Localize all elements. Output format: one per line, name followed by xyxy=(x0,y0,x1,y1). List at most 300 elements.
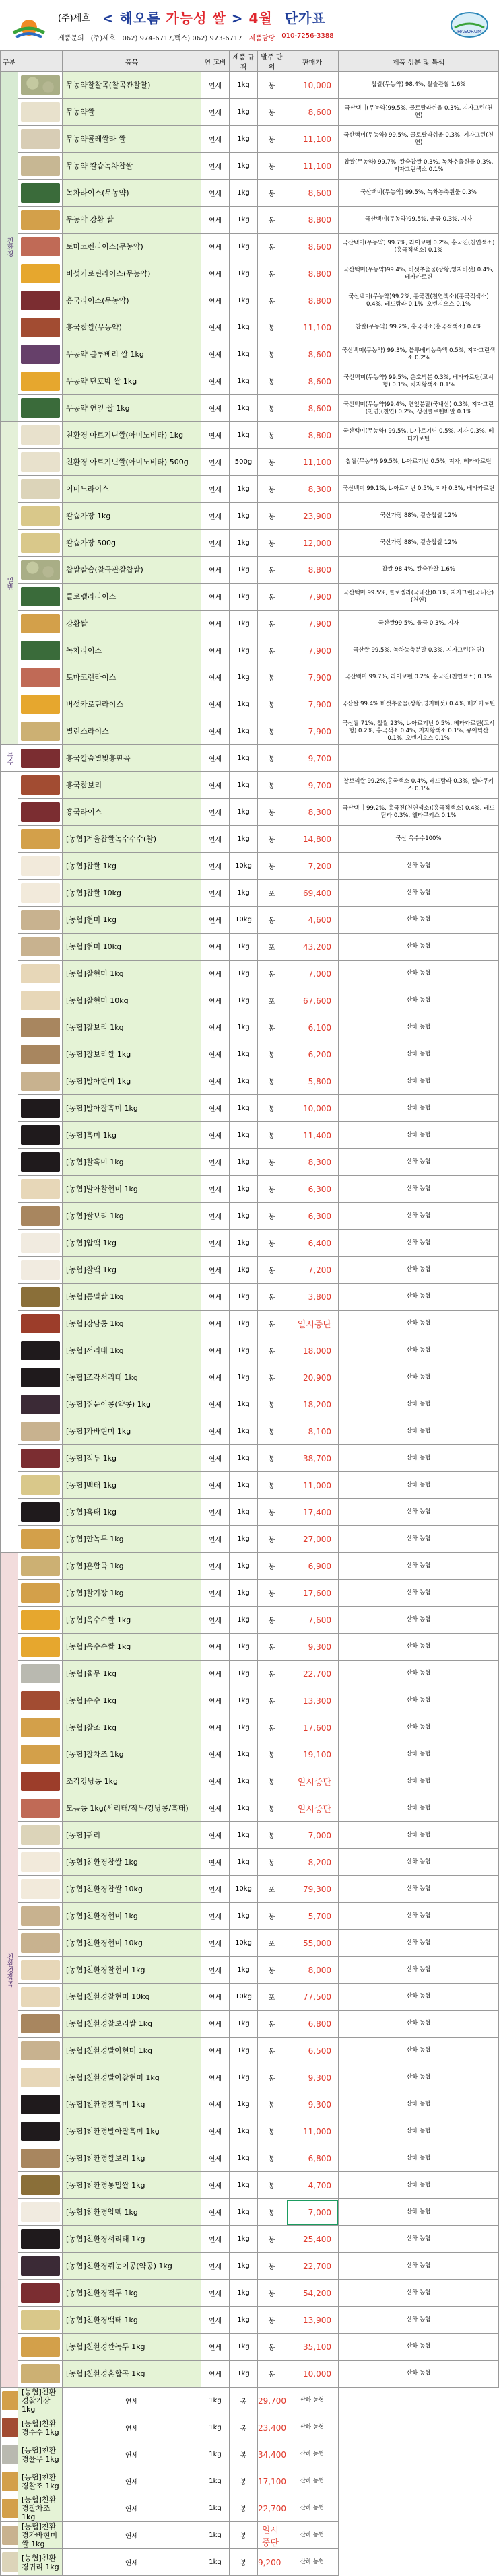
grain-photo xyxy=(21,264,60,283)
table-row xyxy=(1,611,499,637)
item-size: 1kg xyxy=(230,395,258,422)
grain-photo xyxy=(21,2256,60,2276)
table-row xyxy=(1,1149,499,1176)
item-name: [농협]친환경찹쌀 10kg xyxy=(63,1876,201,1903)
item-unit: 봉 xyxy=(258,1499,286,1526)
item-grade: 연세 xyxy=(201,1068,230,1095)
table-row xyxy=(1,772,499,799)
table-row xyxy=(1,799,499,826)
table-row xyxy=(1,1984,499,2011)
grain-photo xyxy=(21,1960,60,1980)
item-unit: 봉 xyxy=(258,2361,286,2388)
product-image xyxy=(18,2361,63,2388)
item-name: [농협]친환경통밀쌀 1kg xyxy=(63,2172,201,2199)
item-unit: 봉 xyxy=(258,1849,286,1876)
grain-photo xyxy=(21,1475,60,1495)
product-image xyxy=(18,287,63,314)
product-image xyxy=(18,1284,63,1311)
item-grade: 연세 xyxy=(63,2549,201,2576)
grain-photo xyxy=(21,2014,60,2033)
grain-photo xyxy=(21,1422,60,1441)
grain-photo xyxy=(21,1449,60,1468)
item-size: 1kg xyxy=(230,584,258,611)
item-unit: 봉 xyxy=(258,1687,286,1714)
item-unit: 봉 xyxy=(258,1714,286,1741)
item-size: 1kg xyxy=(230,1418,258,1445)
item-name: 클로렐라라이스 xyxy=(63,584,201,611)
item-unit: 봉 xyxy=(258,2226,286,2253)
item-name: [농협]옥수수쌀 1kg xyxy=(63,1607,201,1634)
item-price: 54,200 xyxy=(286,2280,339,2307)
item-unit: 포 xyxy=(258,934,286,961)
grain-photo xyxy=(21,829,60,849)
grain-photo xyxy=(21,614,60,633)
item-features: 국산백미(무농약)99.5%, 울금 0.3%, 지자 xyxy=(339,207,499,234)
grain-photo xyxy=(21,1664,60,1683)
item-size: 1kg xyxy=(230,2118,258,2145)
section-label: 특수 xyxy=(1,745,18,772)
item-grade: 연세 xyxy=(201,2199,230,2226)
item-price: 일시중단 xyxy=(286,1795,339,1822)
item-features: 국산백미(무농약)99.4%, 연잎분말(국내산) 0.3%, 지자그린(천연)(천연) 0.2%, 생선클로렌바알 0.1% xyxy=(339,395,499,422)
product-image xyxy=(18,1714,63,1741)
table-row xyxy=(1,530,499,557)
item-size: 10kg xyxy=(230,1876,258,1903)
table-row xyxy=(1,234,499,260)
item-features: 산하 농협 xyxy=(339,1230,499,1257)
item-size: 1kg xyxy=(230,1014,258,1041)
item-price: 35,100 xyxy=(286,2334,339,2361)
item-price: 20,900 xyxy=(286,1364,339,1391)
item-features: 산하 농협 xyxy=(339,1795,499,1822)
item-features: 산하 농협 xyxy=(339,853,499,880)
item-features: 국산백미(무농약) 99.5%, 콜로탈라쉬올 0.3%, 지자그린(천연) xyxy=(339,126,499,153)
item-grade: 연세 xyxy=(201,691,230,718)
item-size: 1kg xyxy=(230,368,258,395)
item-grade: 연세 xyxy=(201,1257,230,1284)
item-size: 1kg xyxy=(230,1122,258,1149)
table-row xyxy=(1,907,499,934)
table-row xyxy=(1,987,499,1014)
table-row xyxy=(1,1364,499,1391)
item-price: 10,000 xyxy=(286,72,339,99)
item-size: 1kg xyxy=(230,422,258,449)
item-features: 산하 농협 xyxy=(339,1930,499,1957)
item-price: 5,800 xyxy=(286,1068,339,1095)
item-features: 국산백미 99.5%, 클로렐라(국내산)0.3%, 지자그린(국내산)(천연) xyxy=(339,584,499,611)
item-name: 흥국라이스 xyxy=(63,799,201,826)
item-features: 국산가장 88%, 칼슘찹쌀 12% xyxy=(339,503,499,530)
grain-photo xyxy=(21,1179,60,1199)
item-grade: 연세 xyxy=(201,1337,230,1364)
item-grade: 연세 xyxy=(201,1041,230,1068)
item-name: [농협]쌀보리 1kg xyxy=(63,1203,201,1230)
product-image xyxy=(18,1337,63,1364)
product-image xyxy=(18,1930,63,1957)
table-row xyxy=(1,1822,499,1849)
item-size: 1kg xyxy=(230,1311,258,1337)
item-unit: 봉 xyxy=(230,2522,258,2549)
item-grade: 연세 xyxy=(201,1472,230,1499)
item-size: 1kg xyxy=(230,153,258,180)
grain-photo xyxy=(21,856,60,876)
item-features: 산하 농협 xyxy=(339,2226,499,2253)
item-name: [농협]친환경깐녹두 1kg xyxy=(63,2334,201,2361)
item-features: 찹쌀(무농약) 99.5%, L-아르기닌 0.5%, 지자, 베타카로틴 xyxy=(339,449,499,476)
product-image xyxy=(18,1903,63,1930)
item-features: 산하 농협 xyxy=(339,2172,499,2199)
item-unit: 봉 xyxy=(258,853,286,880)
item-features: 국산백미(무농약)99.2%, 홍국진(천연색소)(홍국적색소) 0.4%, 레드탐라 0.1%, 오렌지오스 0.1% xyxy=(339,287,499,314)
item-price: 6,100 xyxy=(286,1014,339,1041)
item-unit: 봉 xyxy=(258,1472,286,1499)
item-size: 1kg xyxy=(201,2441,230,2468)
product-image xyxy=(18,2145,63,2172)
item-features: 산하 농협 xyxy=(339,2064,499,2091)
item-size: 1kg xyxy=(230,126,258,153)
item-grade: 연세 xyxy=(201,2064,230,2091)
table-row xyxy=(1,664,499,691)
product-image xyxy=(18,180,63,207)
product-image xyxy=(18,2118,63,2145)
item-price: 7,000 xyxy=(286,2199,339,2226)
item-name: [농협]수수 1kg xyxy=(63,1687,201,1714)
table-row xyxy=(1,1634,499,1661)
item-size: 1kg xyxy=(230,2226,258,2253)
table-row xyxy=(1,934,499,961)
item-size: 1kg xyxy=(230,772,258,799)
grain-photo xyxy=(21,1825,60,1845)
item-size: 1kg xyxy=(230,1149,258,1176)
item-unit: 봉 xyxy=(258,2091,286,2118)
item-grade: 연세 xyxy=(201,1014,230,1041)
table-row xyxy=(1,1526,499,1553)
item-name: [농협]친환경찰현미 1kg xyxy=(63,1957,201,1984)
item-unit: 봉 xyxy=(258,1257,286,1284)
item-features: 국산백미(무농약) 99.3%, 블루베리농축액 0.5%, 지자그린색소 0.2% xyxy=(339,341,499,368)
item-name: [농협]조각서리태 1kg xyxy=(63,1364,201,1391)
product-image xyxy=(1,2468,18,2495)
item-price: 9,700 xyxy=(286,745,339,772)
item-unit: 봉 xyxy=(258,99,286,126)
item-grade: 연세 xyxy=(201,530,230,557)
contact-company: (주)세호 xyxy=(90,35,116,42)
item-unit: 봉 xyxy=(258,1122,286,1149)
contact-mobile: 010-7256-3388 xyxy=(281,32,334,40)
item-name: [농협]찰맥 1kg xyxy=(63,1257,201,1284)
grain-photo xyxy=(21,910,60,930)
grain-photo xyxy=(21,964,60,983)
grain-photo xyxy=(21,1637,60,1657)
table-row xyxy=(1,341,499,368)
item-price: 8,600 xyxy=(286,368,339,395)
grain-photo xyxy=(21,1718,60,1737)
item-name: [농협]친환경적두 1kg xyxy=(63,2280,201,2307)
item-price: 10,000 xyxy=(286,2361,339,2388)
grain-photo xyxy=(21,1772,60,1791)
item-size: 1kg xyxy=(230,2011,258,2038)
table-row xyxy=(1,2199,499,2226)
item-name: [농협]발아현미 1kg xyxy=(63,1068,201,1095)
table-row xyxy=(1,422,499,449)
product-image xyxy=(18,153,63,180)
item-size: 1kg xyxy=(230,260,258,287)
item-features: 국산백미(무농약) 99.5%, 운호박분 0.3%, 베타카로틴(고시형) 0.1%, 치자황색소 0.1% xyxy=(339,368,499,395)
product-image xyxy=(18,961,63,987)
item-grade: 연세 xyxy=(63,2522,201,2549)
item-grade: 연세 xyxy=(201,826,230,853)
item-price: 11,100 xyxy=(286,153,339,180)
item-unit: 봉 xyxy=(258,530,286,557)
item-features: 산하 농협 xyxy=(339,1122,499,1149)
item-unit: 봉 xyxy=(258,1526,286,1553)
item-unit: 봉 xyxy=(258,503,286,530)
product-image xyxy=(18,422,63,449)
title-month: 4월 xyxy=(248,10,273,26)
grain-photo xyxy=(21,2337,60,2357)
item-unit: 봉 xyxy=(258,772,286,799)
item-features: 산하 농협 xyxy=(339,907,499,934)
item-price: 13,300 xyxy=(286,1687,339,1714)
item-grade: 연세 xyxy=(201,1607,230,1634)
item-price: 22,700 xyxy=(286,2253,339,2280)
item-features: 산하 농협 xyxy=(339,987,499,1014)
item-price: 7,600 xyxy=(286,1607,339,1634)
logo-text: HAEORUM xyxy=(457,29,482,34)
item-price: 13,900 xyxy=(286,2307,339,2334)
item-features: 산하 농협 xyxy=(339,2011,499,2038)
item-unit: 봉 xyxy=(258,1822,286,1849)
table-row xyxy=(1,368,499,395)
item-grade: 연세 xyxy=(63,2414,201,2441)
item-size: 1kg xyxy=(230,1741,258,1768)
item-grade: 연세 xyxy=(201,1122,230,1149)
item-features: 찰보리쌀 99.2%,홍국색소 0.4%, 레드탐라 0.3%, 엘타쿠키스 0.1% xyxy=(339,772,499,799)
table-row xyxy=(1,2307,499,2334)
item-price: 8,800 xyxy=(286,260,339,287)
grain-photo xyxy=(21,1879,60,1899)
item-name: 별런스라이스 xyxy=(63,718,201,745)
item-features: 산하 농협 xyxy=(286,2468,339,2495)
item-size: 1kg xyxy=(230,691,258,718)
table-row xyxy=(1,1095,499,1122)
product-image xyxy=(18,1095,63,1122)
item-name: [농협]친환경수수 1kg xyxy=(18,2414,63,2441)
item-price: 69,400 xyxy=(286,880,339,907)
item-unit: 봉 xyxy=(230,2388,258,2414)
item-features: 산하 농협 xyxy=(339,1822,499,1849)
product-image xyxy=(18,1364,63,1391)
item-grade: 연세 xyxy=(201,234,230,260)
item-grade: 연세 xyxy=(201,2307,230,2334)
title-close: > xyxy=(231,10,244,26)
item-price: 10,000 xyxy=(286,1095,339,1122)
table-row xyxy=(1,880,499,907)
item-price: 8,000 xyxy=(286,1957,339,1984)
table-row xyxy=(1,207,499,234)
item-grade: 연세 xyxy=(201,2011,230,2038)
item-price: 23,400 xyxy=(258,2414,286,2441)
product-image xyxy=(18,476,63,503)
item-grade: 연세 xyxy=(201,611,230,637)
product-image xyxy=(18,2011,63,2038)
table-row xyxy=(1,2172,499,2199)
item-price: 7,000 xyxy=(286,961,339,987)
item-name: [농협]찰조 1kg xyxy=(63,1714,201,1741)
item-features: 산하 농협 xyxy=(339,1337,499,1364)
item-size: 1kg xyxy=(230,1095,258,1122)
item-name: 토마코렌라이스 xyxy=(63,664,201,691)
item-features: 산하 농협 xyxy=(339,961,499,987)
item-name: 칼슘가장 1kg xyxy=(63,503,201,530)
grain-photo xyxy=(21,587,60,606)
table-row xyxy=(1,1876,499,1903)
item-name: [농협]친환경현미 10kg xyxy=(63,1930,201,1957)
table-row xyxy=(1,1284,499,1311)
item-features: 산하 농협 xyxy=(339,1580,499,1607)
product-image xyxy=(18,449,63,476)
item-unit: 봉 xyxy=(258,1741,286,1768)
table-row xyxy=(1,691,499,718)
item-price: 4,700 xyxy=(286,2172,339,2199)
table-row xyxy=(1,1795,499,1822)
item-name: [농협]흑미 1kg xyxy=(63,1122,201,1149)
item-features: 산하 농협 xyxy=(339,1257,499,1284)
item-size: 1kg xyxy=(230,1176,258,1203)
item-unit: 봉 xyxy=(258,234,286,260)
item-size: 1kg xyxy=(201,2549,230,2576)
item-unit: 봉 xyxy=(258,1391,286,1418)
item-size: 1kg xyxy=(230,1607,258,1634)
item-unit: 봉 xyxy=(258,1553,286,1580)
item-price: 67,600 xyxy=(286,987,339,1014)
item-grade: 연세 xyxy=(201,1149,230,1176)
item-unit: 봉 xyxy=(258,1418,286,1445)
item-features: 산하 농협 xyxy=(339,1876,499,1903)
item-grade: 연세 xyxy=(201,1984,230,2011)
item-size: 1kg xyxy=(230,1634,258,1661)
brand-logo xyxy=(440,0,498,50)
item-unit: 봉 xyxy=(230,2441,258,2468)
item-features: 산하 농협 xyxy=(286,2549,339,2576)
item-name: [농협]친환경찹쌀 1kg xyxy=(63,1849,201,1876)
product-image xyxy=(18,664,63,691)
item-grade: 연세 xyxy=(201,1741,230,1768)
item-name: [농협]서리태 1kg xyxy=(63,1337,201,1364)
item-size: 1kg xyxy=(230,1445,258,1472)
item-size: 1kg xyxy=(230,880,258,907)
item-name: [농협]강남콩 1kg xyxy=(63,1311,201,1337)
item-features: 산하 농협 xyxy=(339,2145,499,2172)
table-row xyxy=(1,2280,499,2307)
item-grade: 연세 xyxy=(201,745,230,772)
item-grade: 연세 xyxy=(201,1553,230,1580)
item-features: 산하 농협 xyxy=(339,1526,499,1553)
item-grade: 연세 xyxy=(201,1930,230,1957)
item-grade: 연세 xyxy=(201,153,230,180)
table-row xyxy=(1,1472,499,1499)
product-image xyxy=(18,207,63,234)
table-row xyxy=(1,1445,499,1472)
item-grade: 연세 xyxy=(201,2145,230,2172)
grain-photo xyxy=(21,210,60,230)
item-size: 1kg xyxy=(230,1041,258,1068)
item-name: [농협]백태 1kg xyxy=(63,1472,201,1499)
item-features: 국산백미 99.2%, 홍국진(천연색소)(홍국적색소) 0.4%, 레드탐라 0.3%, 엘타쿠키스 0.1% xyxy=(339,799,499,826)
item-grade: 연세 xyxy=(201,422,230,449)
item-size: 1kg xyxy=(230,1795,258,1822)
grain-photo xyxy=(21,2364,60,2383)
item-name: 녹차라이스 xyxy=(63,637,201,664)
item-price: 22,700 xyxy=(286,1661,339,1687)
item-name: [농협]친환경찰차조 1kg xyxy=(18,2495,63,2522)
table-row xyxy=(1,1311,499,1337)
item-name: [농협]친환경가바현미쌀 1kg xyxy=(18,2522,63,2549)
grain-photo xyxy=(21,1341,60,1360)
item-price: 18,200 xyxy=(286,1391,339,1418)
item-unit: 봉 xyxy=(230,2495,258,2522)
item-name: [농협]찹쌀 10kg xyxy=(63,880,201,907)
product-image xyxy=(18,1822,63,1849)
item-features: 산하 농협 xyxy=(339,1634,499,1661)
item-unit: 봉 xyxy=(258,2334,286,2361)
item-grade: 연세 xyxy=(201,476,230,503)
item-features: 산하 농협 xyxy=(339,1364,499,1391)
item-name: 흥국칼슘별빛흥판곡 xyxy=(63,745,201,772)
item-price: 8,300 xyxy=(286,799,339,826)
item-price: 34,400 xyxy=(258,2441,286,2468)
grain-photo xyxy=(21,1099,60,1118)
item-grade: 연세 xyxy=(201,207,230,234)
grain-photo xyxy=(21,2095,60,2114)
product-image xyxy=(18,2038,63,2064)
grain-photo xyxy=(21,560,60,580)
product-image xyxy=(18,584,63,611)
grain-photo xyxy=(21,2283,60,2303)
item-grade: 연세 xyxy=(201,584,230,611)
item-grade: 연세 xyxy=(201,772,230,799)
item-price: 11,000 xyxy=(286,1472,339,1499)
product-image xyxy=(18,395,63,422)
item-name: [농협]친환경찰조 1kg xyxy=(18,2468,63,2495)
item-name: 친환경 아르기닌쌀(아미노비타) 1kg xyxy=(63,422,201,449)
item-unit: 포 xyxy=(258,1876,286,1903)
item-grade: 연세 xyxy=(201,1203,230,1230)
col-grade: 연 교비 xyxy=(201,51,230,72)
item-unit: 봉 xyxy=(258,1095,286,1122)
product-image xyxy=(18,1418,63,1445)
item-unit: 봉 xyxy=(258,1337,286,1364)
item-grade: 연세 xyxy=(201,368,230,395)
item-features: 산하 농협 xyxy=(339,1768,499,1795)
item-price: 11,100 xyxy=(286,126,339,153)
item-grade: 연세 xyxy=(63,2441,201,2468)
item-name: 무농약 강황 쌀 xyxy=(63,207,201,234)
grain-photo xyxy=(21,1206,60,1226)
item-grade: 연세 xyxy=(201,718,230,745)
item-unit: 봉 xyxy=(258,1445,286,1472)
grain-photo xyxy=(21,237,60,256)
grain-photo xyxy=(21,506,60,526)
item-grade: 연세 xyxy=(201,2118,230,2145)
item-features: 산하 농협 xyxy=(339,2280,499,2307)
item-name: [농협]친환경발아찰현미 1kg xyxy=(63,2064,201,2091)
item-features: 산하 농협 xyxy=(339,1311,499,1337)
item-name: [농협]찹쌀 1kg xyxy=(63,853,201,880)
item-name: 무농약쌀 xyxy=(63,99,201,126)
table-row xyxy=(1,180,499,207)
item-unit: 봉 xyxy=(258,1768,286,1795)
